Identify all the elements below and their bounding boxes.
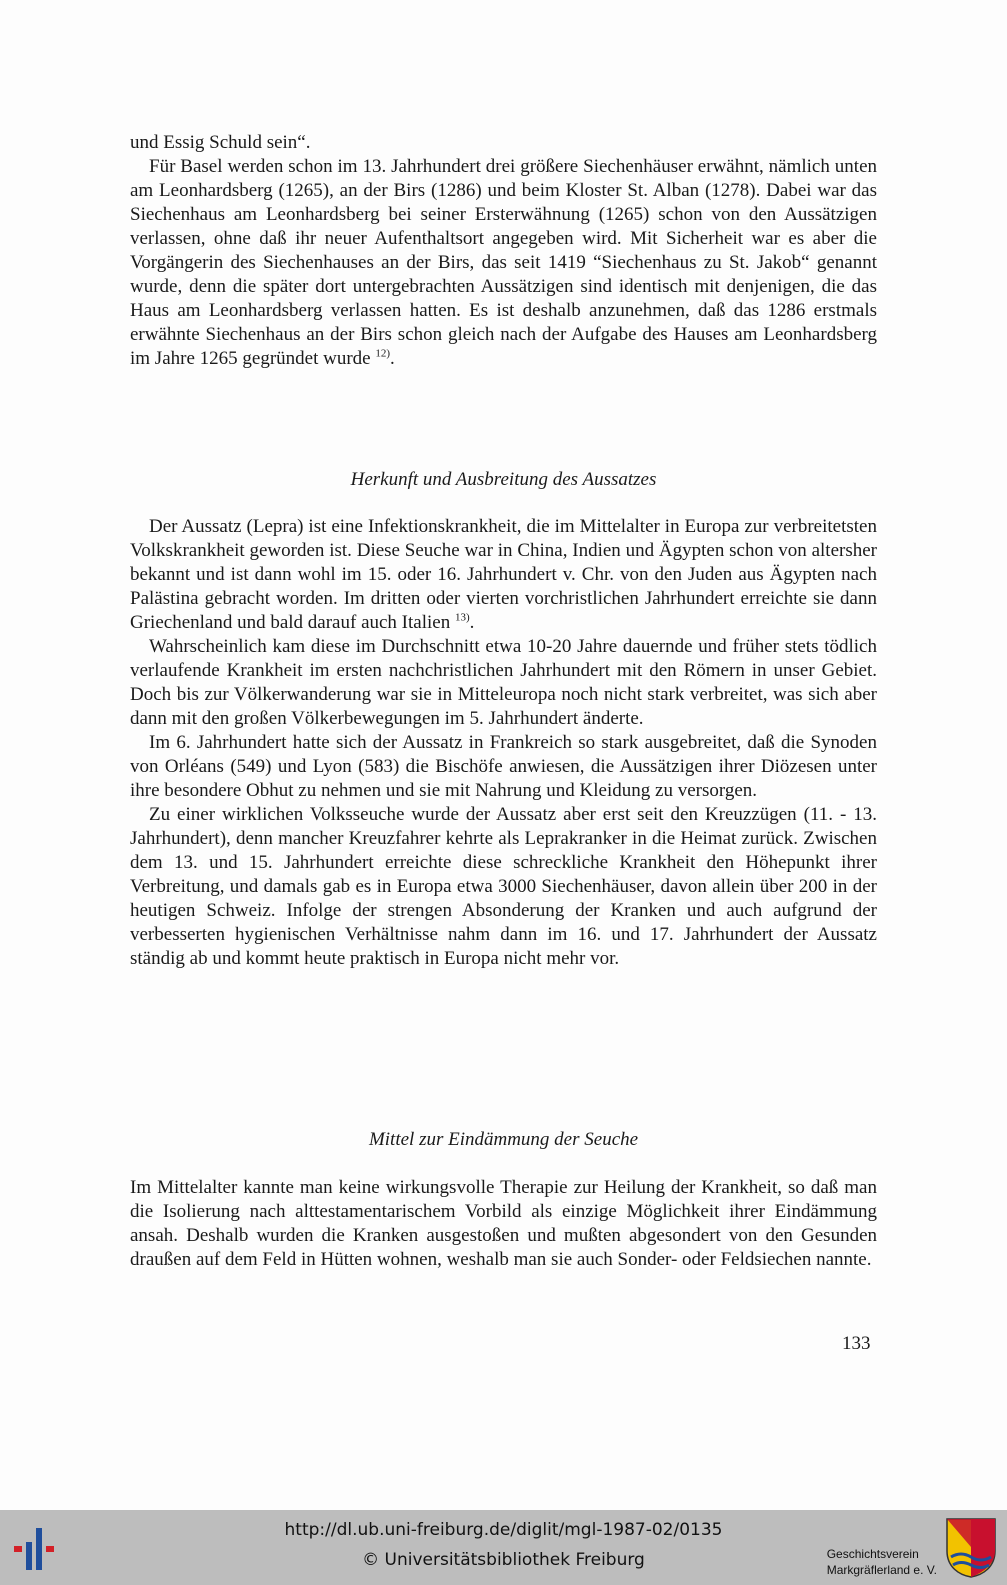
text-block-middle [130, 515, 877, 971]
footnote-reference: 13) [454, 611, 470, 624]
society-name-line: Markgräflerland e. V. [826, 1563, 937, 1577]
paragraph [130, 1176, 877, 1272]
paragraph-text: Wahrscheinlich kam diese im Durchschnitt etwa 10-20 Jahre dauernde und früher stets tödlich verlaufende Krankheit im ersten nachchristlichen Jahrhundert mit den Römern in unser Gebiet. Doch bis zur Völkerwanderung war sie in Mitteleuropa noch nicht stark verbreitet, was sich aber dann mit den großen Völkerbewegungen im 5. Jahrhundert änderte. [130, 636, 877, 729]
society-name-line: Geschichtsverein [826, 1547, 919, 1561]
paragraph [130, 515, 877, 635]
paragraph-text: und Essig Schuld sein“. [130, 132, 311, 153]
punctuation: . [469, 612, 475, 633]
society-name [827, 1546, 937, 1578]
paragraph-text: Für Basel werden schon im 13. Jahrhundert drei größere Siechenhäuser erwähnt, nämlich unten am Leonhardsberg (1265), an der Birs (1286) und beim Kloster St. Alban (1278). Dabei war das Siechenhaus am Leonhardsberg bei seiner Ersterwähnung (1265) schon von den Aussätzigen verlassen, ohne daß ihr neuer Aufenthaltsort angegeben wird. Mit Sicherheit war es aber die Vorgängerin des Siechenhauses an der Birs, das seit 1419 “Siechenhaus zu St. Jakob“ genannt wurde, denn die später dort untergebrachten Aussätzigen sind identisch mit denjenigen, die das Haus am Leonhardsberg verlassen hatten. Es ist deshalb anzunehmen, daß das 1286 erstmals erwähnte Siechenhaus an der Birs schon gleich nach der Aufgabe des Hauses am Leonhardsberg im Jahre 1265 gegründet wurde [130, 156, 877, 369]
copyright-notice: © Universitätsbibliothek Freiburg [362, 1550, 645, 1570]
paragraph [130, 155, 877, 371]
coat-of-arms-icon [945, 1517, 997, 1579]
text-block-top [130, 131, 877, 371]
paragraph [130, 731, 877, 803]
footer-bar [0, 1510, 1007, 1585]
section-heading: Mittel zur Eindämmung der Seuche [368, 1129, 639, 1150]
punctuation: . [390, 348, 395, 369]
paragraph [130, 803, 877, 971]
page-number: 133 [842, 1333, 871, 1354]
paragraph [130, 131, 877, 155]
footnote-reference: 12) [375, 347, 391, 360]
section-heading: Herkunft und Ausbreitung des Aussatzes [350, 469, 657, 490]
text-block-bottom [130, 1176, 877, 1272]
paragraph [130, 635, 877, 731]
source-url-link[interactable]: http://dl.ub.uni-freiburg.de/diglit/mgl-1987-02/0135 [284, 1520, 723, 1540]
paragraph-text: Der Aussatz (Lepra) ist eine Infektionskrankheit, die im Mittelalter in Europa zur verbreitetsten Volkskrankheit geworden ist. Diese Seuche war in China, Indien und Ägypten schon von altersher bekannt und ist dann wohl im 15. oder 16. Jahrhundert v. Chr. von den Juden aus Ägypten nach Palästina gebracht worden. Im dritten oder vierten vorchristlichen Jahrhundert erreichte sie dann Griechenland und bald darauf auch Italien [130, 516, 877, 633]
paragraph-text: Zu einer wirklichen Volksseuche wurde der Aussatz aber erst seit den Kreuzzügen (11. - 13. Jahrhundert), denn mancher Kreuzfahrer kehrte als Leprakranker in die Heimat zurück. Zwischen dem 13. und 15. Jahrhundert erreichte diese schreckliche Krankheit den Höhepunkt ihrer Verbreitung, und damals gab es in Europa etwa 3000 Siechenhäuser, davon allein über 200 in der heutigen Schweiz. Infolge der strengen Absonderung der Kranken und auch aufgrund der verbesserten hygienischen Verhältnisse nahm dann im 16. und 17. Jahrhundert der Aussatz ständig ab und kommt heute praktisch in Europa nicht mehr vor. [130, 804, 877, 969]
paragraph-text: Im Mittelalter kannte man keine wirkungsvolle Therapie zur Heilung der Krankheit, so daß man die Isolierung nach alttestamentarischem Vorbild als einzige Möglichkeit ihrer Eindämmung ansah. Deshalb wurden die Kranken ausgestoßen und mußten abgesondert von den Gesunden draußen auf dem Feld in Hütten wohnen, weshalb man sie auch Sonder- oder Feldsiechen nannte. [130, 1177, 877, 1270]
paragraph-text: Im 6. Jahrhundert hatte sich der Aussatz in Frankreich so stark ausgebreitet, daß die Synoden von Orléans (549) und Lyon (583) die Bischöfe anwiesen, die Aussätzigen ihrer Diözesen unter ihre besondere Obhut zu nehmen und sie mit Nahrung und Kleidung zu versorgen. [130, 732, 877, 801]
